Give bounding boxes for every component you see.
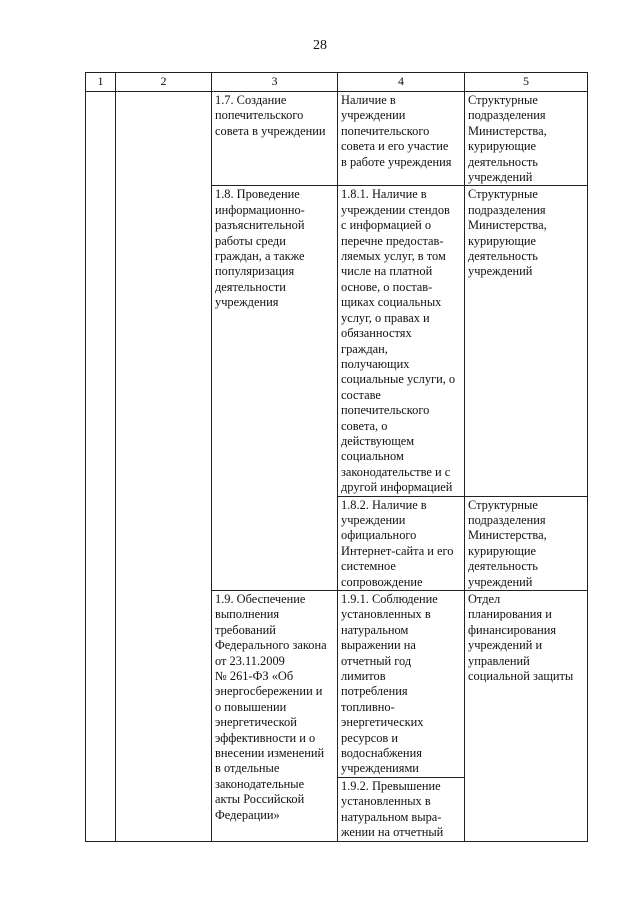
indicator-cell: 1.9.1. Соблюдение установленных в натуральном выражении на отчетный год лимитов потребления топливно- энергетических ресурсов и водоснабжения учреждениями — [338, 591, 465, 778]
indicator-cell: 1.8.2. Наличие в учреждении официального Интернет-сайта и его системное сопровождение — [338, 496, 465, 590]
indicator-cell: 1.9.2. Превышение установленных в натуральном выра- жении на отчетный — [338, 777, 465, 841]
page-number: 28 — [313, 38, 327, 53]
indicator-cell: 1.8.1. Наличие в учреждении стендов с информацией о перечне предостав- ляемых услуг, в том числе на платной основе, о постав- щиках социальных услуг, о правах и обязанностях граждан, получающих социальные услуги, о составе попечительского совета, о действующем социальном законодательстве и с другой информацией — [338, 186, 465, 496]
plan-table — [85, 72, 588, 842]
indicator-cell: Наличие в учреждении попечительского совета и его участие в работе учреждения — [338, 92, 465, 186]
responsible-cell: Структурные подразделения Министерства, курирующие деятельность учреждений — [465, 496, 588, 590]
header-col-5: 5 — [465, 73, 588, 92]
responsible-cell: Структурные подразделения Министерства, курирующие деятельность учреждений — [465, 92, 588, 186]
table-header-row — [86, 73, 588, 92]
header-col-4: 4 — [338, 73, 465, 92]
measure-cell: 1.8. Проведение информационно- разъяснительной работы среди граждан, а также популяризация деятельности учреждения — [212, 186, 338, 591]
header-col-1: 1 — [86, 73, 116, 92]
col-1-empty-cell — [86, 92, 116, 842]
header-col-2: 2 — [116, 73, 212, 92]
responsible-cell: Структурные подразделения Министерства, курирующие деятельность учреждений — [465, 186, 588, 496]
measure-cell: 1.7. Создание попечительского совета в учреждении — [212, 92, 338, 186]
col-2-empty-cell — [116, 92, 212, 842]
header-col-3: 3 — [212, 73, 338, 92]
table-row — [86, 92, 588, 186]
responsible-cell: Отдел планирования и финансирования учреждений и управлений социальной защиты — [465, 591, 588, 842]
measure-cell: 1.9. Обеспечение выполнения требований Федерального закона от 23.11.2009 № 261-ФЗ «Об энергосбережении и о повышении энергетической эффективности и о внесении изменений в отдельные законодательные акты Российской Федерации» — [212, 591, 338, 842]
